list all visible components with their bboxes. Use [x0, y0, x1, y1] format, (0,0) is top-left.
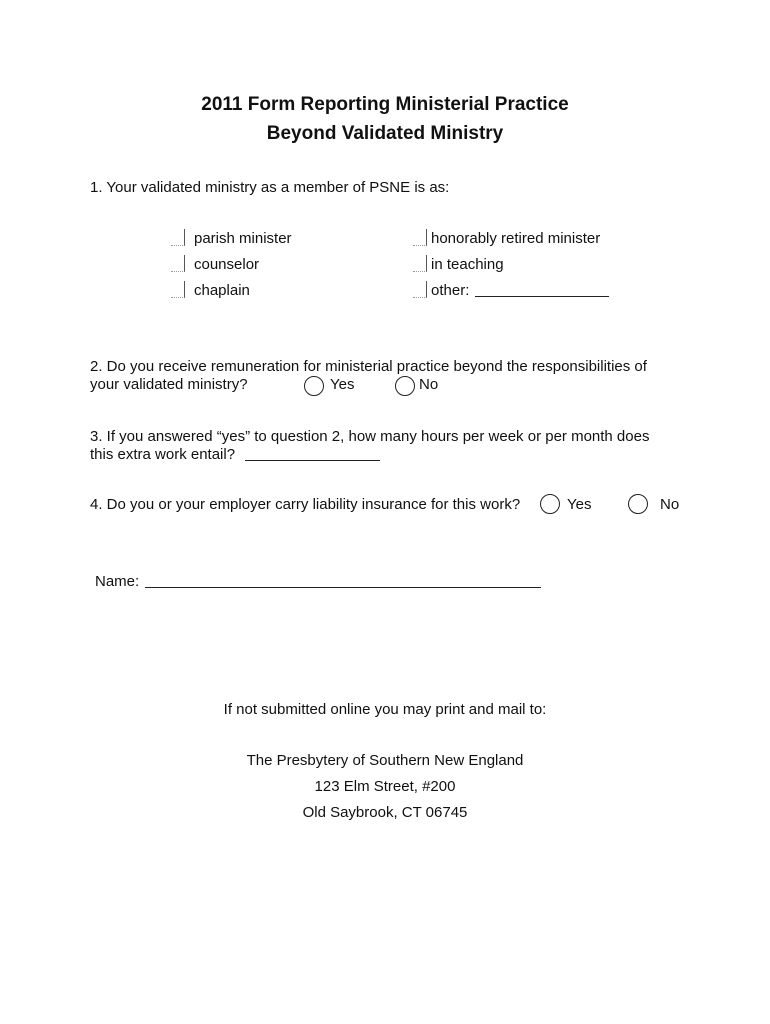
option-label-chaplain: chaplain	[194, 282, 250, 299]
form-title-line1: 2011 Form Reporting Ministerial Practice	[201, 94, 569, 115]
option-label-in-teaching: in teaching	[431, 256, 504, 273]
option-label-parish-minister: parish minister	[194, 230, 292, 247]
q4-yes-radio[interactable]	[540, 494, 560, 514]
question-3-line2: this extra work entail?	[90, 446, 236, 463]
hours-input-line[interactable]	[245, 446, 380, 461]
question-3-line1: 3. If you answered “yes” to question 2, how many hours per week or per month does	[90, 428, 650, 445]
q2-no-radio[interactable]	[395, 376, 415, 396]
name-label: Name:	[95, 573, 140, 590]
q4-no-label: No	[660, 496, 680, 513]
q2-no-label: No	[419, 376, 439, 393]
mail-city: Old Saybrook, CT 06745	[302, 804, 468, 821]
question-4: 4. Do you or your employer carry liability insurance for this work?	[90, 496, 521, 513]
checkbox-other[interactable]	[413, 281, 427, 298]
q2-yes-label: Yes	[330, 376, 355, 393]
mail-street: 123 Elm Street, #200	[314, 778, 456, 795]
q4-no-radio[interactable]	[628, 494, 648, 514]
mail-intro: If not submitted online you may print and mail to:	[223, 701, 547, 718]
checkbox-honorably-retired[interactable]	[413, 229, 427, 246]
other-input-line[interactable]	[475, 282, 609, 297]
option-label-counselor: counselor	[194, 256, 260, 273]
q2-yes-radio[interactable]	[304, 376, 324, 396]
checkbox-in-teaching[interactable]	[413, 255, 427, 272]
q4-yes-label: Yes	[567, 496, 592, 513]
mail-org: The Presbytery of Southern New England	[246, 752, 524, 769]
question-1: 1. Your validated ministry as a member of PSNE is as:	[90, 179, 450, 196]
question-2-line1: 2. Do you receive remuneration for ministerial practice beyond the responsibilities of	[90, 358, 647, 375]
question-2-line2: your validated ministry?	[90, 376, 248, 393]
option-label-honorably-retired: honorably retired minister	[431, 230, 601, 247]
checkbox-chaplain[interactable]	[171, 281, 185, 298]
form-title-line2: Beyond Validated Ministry	[266, 123, 504, 144]
name-input-line[interactable]	[145, 573, 541, 588]
checkbox-counselor[interactable]	[171, 255, 185, 272]
option-label-other: other:	[431, 282, 470, 299]
checkbox-parish-minister[interactable]	[171, 229, 185, 246]
